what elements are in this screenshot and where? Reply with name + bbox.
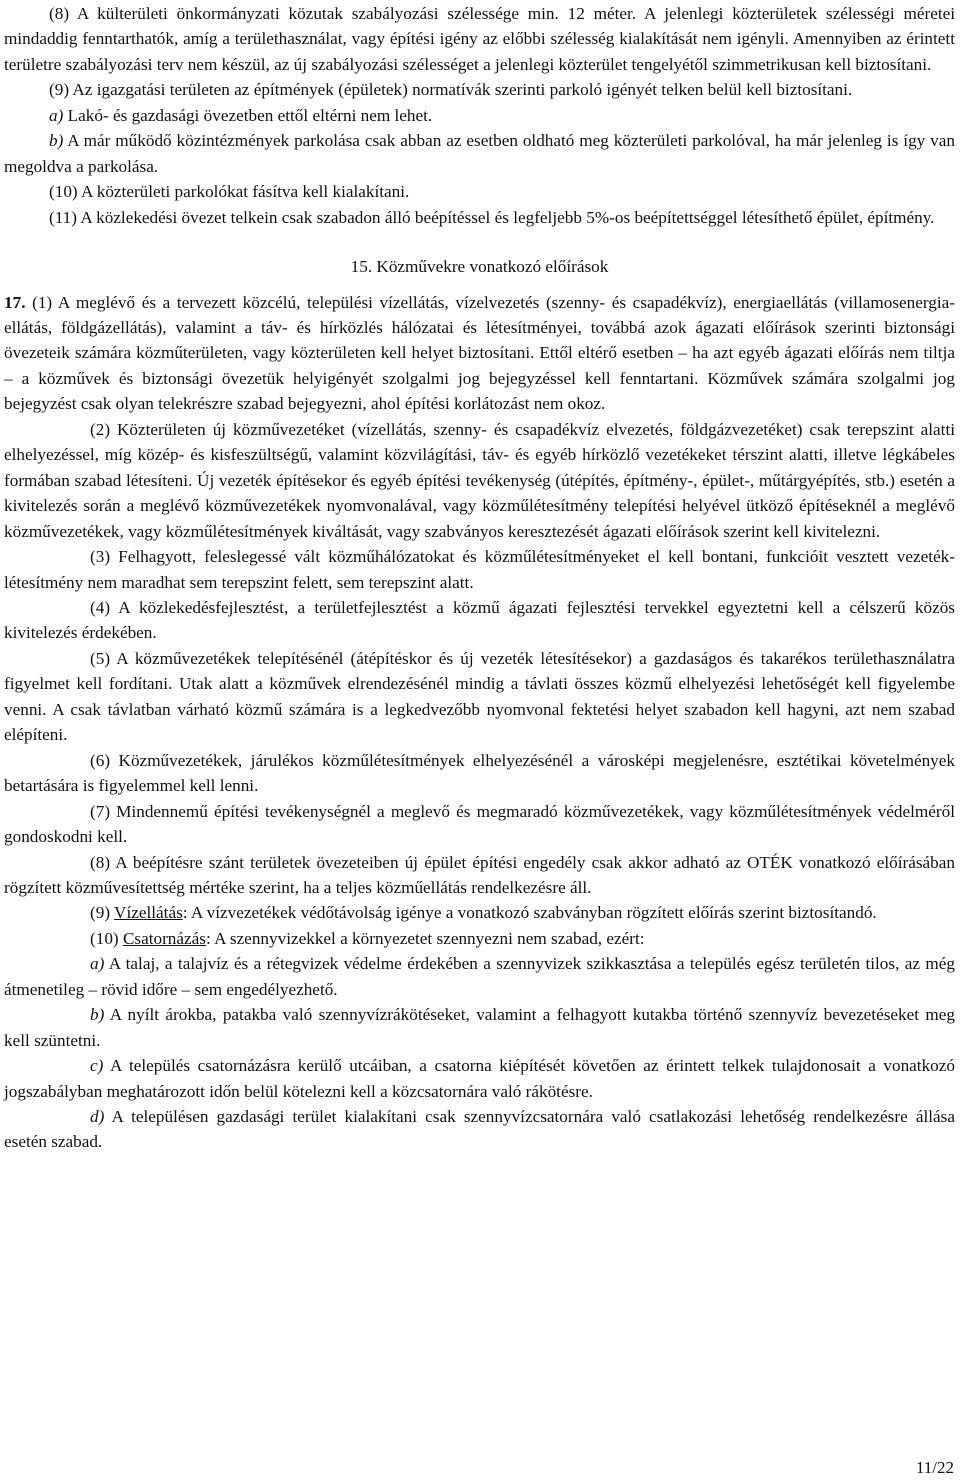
article-text: (1) A meglévő és a tervezett közcélú, települési vízellátás, vízelvezetés (szenny- és csapadékvíz), energiaellátás (villamosenergia-ellátás, földgázellátás), valamint a táv- és hírközlés hálózatai és létesítményei, továbbá azok ágazati előírások szerinti biztonsági övezeteik számára közműterületen, vagy közterületen kell helyet biztosítani. Ettől eltérő esetben – ha azt egyéb ágazati előírás nem tiltja – a közművek és biztonsági övezetük helyigényét szolgalmi jog bejegyzéssel kell fenntartani. Közművek számára szolgalmi jog bejegyzést csak olyan telekrészre szabad bejegyezni, ahol építési korlátozást nem okoz. — [4, 292, 955, 414]
subject-label: Csatornázás — [122, 928, 206, 948]
item-label: c) — [90, 1056, 104, 1076]
item-label: a) — [90, 954, 105, 974]
article-17-para-7: (7) Mindennemű építési tevékenységnél a meglevő és megmaradó közművezetékek, vagy közműlétesítmények védelméről gondoskodni kell. — [4, 801, 955, 847]
item-label: b) — [49, 131, 64, 151]
item-label: d) — [90, 1107, 105, 1127]
article-17-para-6: (6) Közművezetékek, járulékos közműlétesítmények elhelyezésénél a városképi megjelenésre, esztétikai követelmények betartására is figyelemmel kell lenni. — [4, 750, 955, 796]
list-item-a — [4, 103, 955, 128]
para-number: (10) — [90, 928, 119, 948]
para-text: : A szennyvizekkel a környezetet szennyezni nem szabad, ezért: — [205, 928, 645, 948]
sewer-item-c — [4, 1053, 955, 1104]
article-17-para-3: (3) Felhagyott, feleslegessé vált közműhálózatokat és közműlétesítményeket el kell bontani, funkcióit vesztett vezeték-létesítmény nem maradhat sem terepszint felett, sem terepszint alatt. — [4, 547, 955, 592]
item-text: A nyílt árokba, patakba való szennyvízrákötéseket, valamint a felhagyott kutakba történő szennyvíz bevezetéseket meg kell szüntetni. — [4, 1005, 955, 1050]
article-17-para-2: (2) Közterületen új közművezetéket (vízellátás, szenny- és csapadékvíz elvezetés, földgázvezetéket) csak terepszint alatti elhelyezéssel, míg közép- és kisfeszültségű, valamint közvilágítási, táv- és egyéb hírközlő vezetékeket térszint alatti, illetve légkábeles formában szabad létesíteni. Új vezeték építésekor és egyéb építési tevékenység (útépítés, építmény-, épület-, műtárgyépítés, stb.) esetén a kivitelezés során a meglévő közművezetékek nyomvonalával, vagy közműlétesítmény telepítési helyével ütköző építéseknél a meglévő közművezetékek, vagy közműlétesítmények kiváltását, vagy szabványos keresztezését ágazati előírások szerint kell kivitelezni. — [4, 419, 955, 541]
article-number: 17. — [4, 292, 26, 312]
para-number: (9) — [90, 903, 111, 923]
article-17-para-4: (4) A közlekedésfejlesztést, a területfejlesztést a közmű ágazati fejlesztési tervekkel egyeztetni kell a célszerű közös kivitelezés érdekében. — [4, 597, 955, 643]
sewer-item-d — [4, 1104, 955, 1155]
article-17-para-1 — [4, 290, 955, 417]
article-17-para-10 — [4, 926, 955, 951]
sewer-item-b — [4, 1002, 955, 1053]
item-text: A településen gazdasági terület kialakítani csak szennyvízcsatornára való csatlakozási lehetőség rendelkezésre állása esetén szabad. — [4, 1107, 955, 1152]
paragraph-9: (9) Az igazgatási területen az építmények (épületek) normatívák szerinti parkoló igényét telken belül kell biztosítani. — [49, 80, 853, 100]
article-17-para-8: (8) A beépítésre szánt területek övezeteiben új épület építési engedély csak akkor adható az OTÉK vonatkozó előírásában rögzített közművesítettség mértéke szerint, ha a teljes közműellátás rendelkezésre áll. — [4, 852, 955, 897]
item-text: A talaj, a talajvíz és a rétegvizek védelme érdekében a szennyvizek szikkasztása a település egész területén tilos, az még átmenetileg – rövid időre – sem engedélyezhető. — [4, 954, 955, 999]
item-text: A már működő közintézmények parkolása csak abban az esetben oldható meg közterületi parkolóval, ha már jelenleg is így van megoldva a parkolása. — [4, 131, 955, 176]
sewer-item-a — [4, 951, 955, 1002]
item-label: b) — [90, 1005, 105, 1025]
item-text: A település csatornázásra kerülő utcáiban, a csatorna kiépítését követően az érintett telkek tulajdonosait a vonatkozó jogszabályban meghatározott időn belül kötelezni kell a közcsatornára való rákötésre. — [4, 1056, 955, 1101]
article-17-para-9 — [4, 900, 955, 925]
item-label: a) — [49, 105, 64, 125]
paragraph-10: (10) A közterületi parkolókat fásítva kell kialakítani. — [49, 182, 410, 202]
item-text: Lakó- és gazdasági övezetben ettől eltérni nem lehet. — [67, 105, 433, 125]
para-text: : A vízvezetékek védőtávolság igénye a vonatkozó szabványban rögzített előírás szerint biztosítandó. — [182, 903, 877, 923]
paragraph-11: (11) A közlekedési övezet telkein csak szabadon álló beépítéssel és legfeljebb 5%-os beépítettséggel létesíthető épület, építmény. — [49, 207, 935, 227]
article-17-para-5: (5) A közművezetékek telepítésénél (átépítéskor és új vezeték létesítésekor) a gazdaságos és takarékos területhasználatra figyelmet kell fordítani. Utak alatt a közművek elrendezésénél mindig a távlati összes közmű elhelyezési lehetőségét kell figyelembe venni. A csak távlatban várható közmű számára is a legkedvezőbb nyomvonal fektetési helyet szabadon kell hagyni, azt nem szabad elépíteni. — [4, 648, 955, 745]
paragraph-8: (8) A külterületi önkormányzati közutak szabályozási szélessége min. 12 méter. A jelenlegi közterületek szélességi méretei mindaddig fenntarthatók, amíg a területhasználat, vagy építési igény az előbbi szélesség kialakítását nem igényli. Amennyiben az érintett területre szabályozási terv nem készül, az új szabályozási szélességet a jelenlegi közterület tengelyétől szimmetrikusan kell biztosítani. — [4, 4, 955, 74]
section-heading: 15. Közművekre vonatkozó előírások — [350, 257, 609, 277]
page-number: 11/22 — [915, 1457, 954, 1477]
subject-label: Vízellátás — [114, 903, 183, 923]
list-item-b — [4, 128, 955, 179]
